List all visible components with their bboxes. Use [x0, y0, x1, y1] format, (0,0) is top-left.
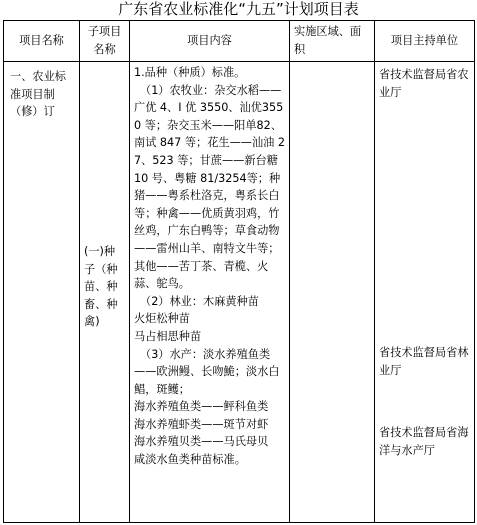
host-unit-forestry: 省技术监督局省林业厅	[379, 346, 469, 377]
host-unit-ocean-fishery: 省技术监督局省海洋与水产厅	[379, 426, 469, 457]
content-line: 海水养殖鱼类——鲆科鱼类	[134, 400, 269, 414]
project-name-text: 一、农业标准项目制（修）订	[10, 70, 66, 119]
sub-project-name-text: (一)种子（种苗、种畜、种禽)	[84, 245, 118, 329]
content-line: 海水养殖虾类——斑节对虾	[134, 417, 269, 431]
host-unit-agriculture: 省技术监督局省农业厅	[379, 68, 469, 99]
header-host-unit: 项目主持单位	[375, 21, 475, 62]
content-line: 咸淡水鱼类种苗标准。	[134, 453, 246, 467]
cell-project-name	[4, 62, 80, 523]
content-line: 海水养殖贝类——马氏母贝	[134, 435, 269, 449]
cell-host-unit	[375, 62, 475, 523]
cell-sub-project-name	[80, 62, 130, 523]
header-implementation-area: 实施区域、面积	[290, 21, 375, 62]
table-header-row	[4, 21, 475, 62]
header-sub-project-name: 子项目名称	[80, 21, 130, 62]
content-line: （3）水产：淡水养殖鱼类——欧洲鳗、长吻鮠；淡水白鲳，斑鳠；	[134, 347, 280, 396]
content-line: 马占相思种苗	[134, 329, 202, 343]
page-title: 广东省农业标准化“九五”计划项目表	[118, 0, 359, 18]
project-table	[3, 20, 475, 523]
header-project-name: 项目名称	[4, 21, 80, 62]
header-project-content: 项目内容	[130, 21, 290, 62]
table-row	[4, 62, 475, 523]
content-line: （2）林业：木麻黄种苗	[140, 294, 259, 308]
cell-project-content	[130, 62, 290, 523]
content-line: （1）农牧业：杂交水稻——广优 4、I 优 3550、汕优3550 等；杂交玉米——阳单82、南试 847 等；花生——汕油 27、523 等；甘蔗——新台糖 10 号、粤糖 81/3254等；种猪——粤系杜洛克，粤系长白等；种禽——优质黄羽鸡，竹丝鸡，广东白鸭等；草食动物——雷州山羊、南特文牛等；其他——苦丁茶、青榄、火蒜、鸵鸟。	[134, 83, 286, 291]
content-line: 1.品种（种质）标准。	[134, 66, 246, 79]
cell-implementation-area	[290, 62, 375, 523]
content-line: 火炬松种苗	[134, 312, 190, 326]
